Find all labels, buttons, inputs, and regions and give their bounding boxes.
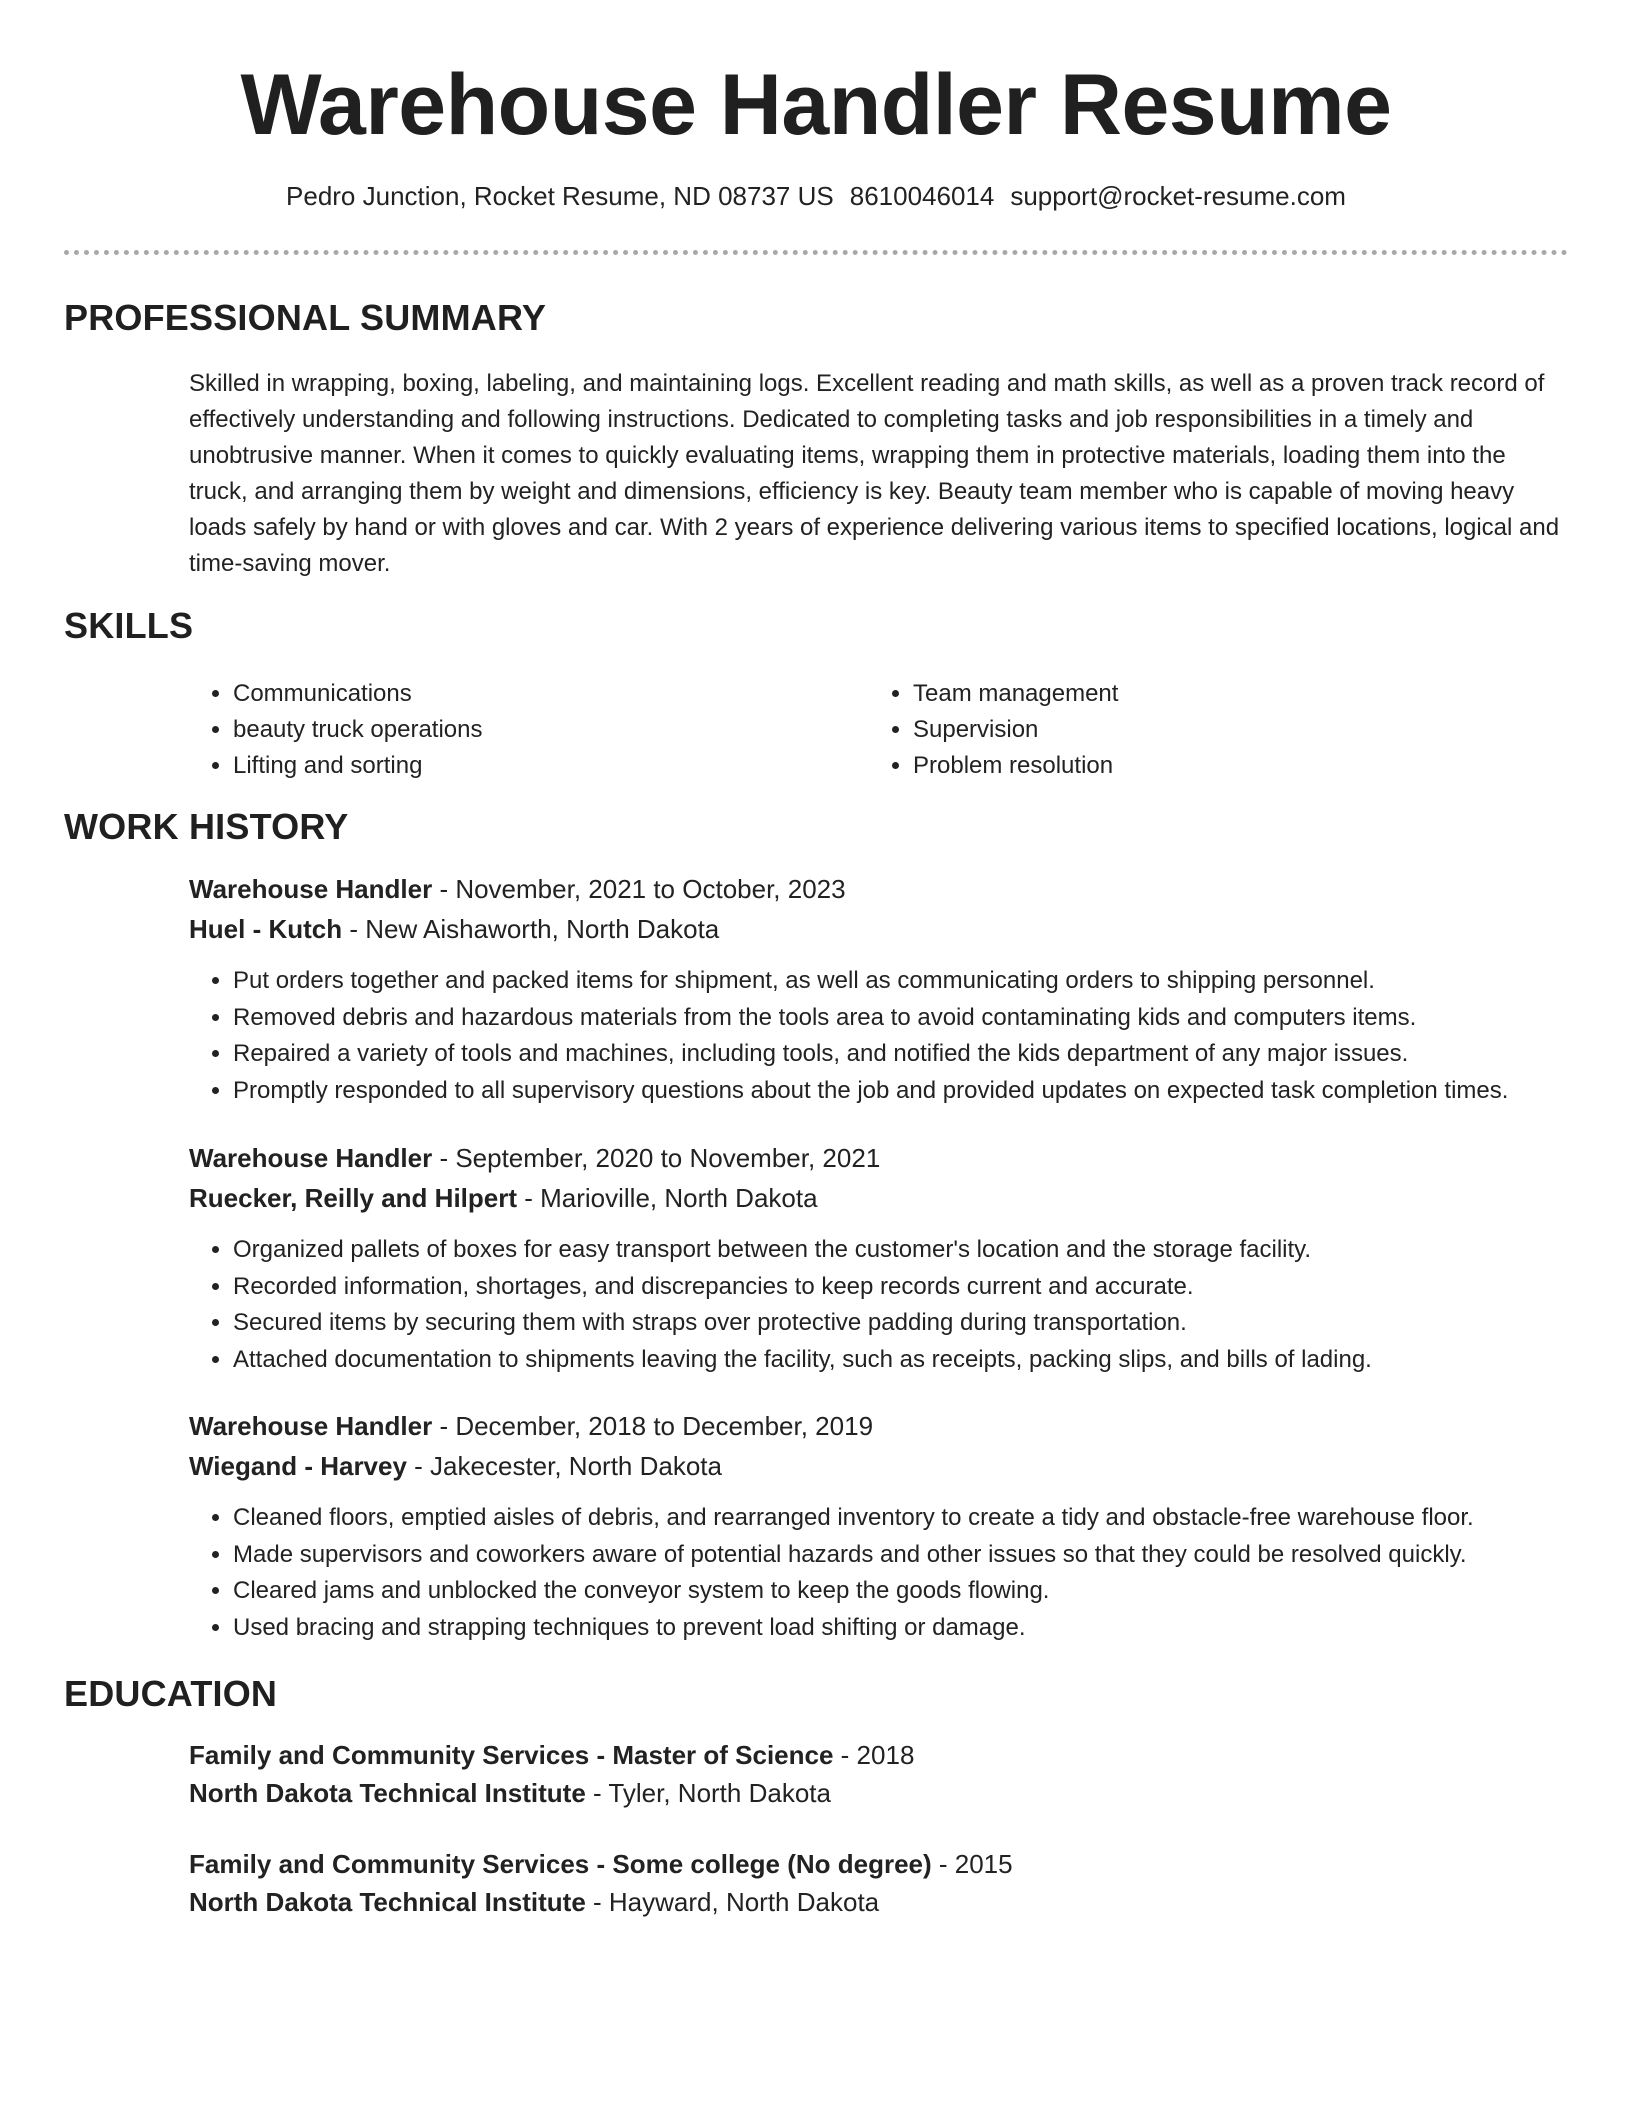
job-company-line xyxy=(189,909,1589,949)
job-location: - New Aishaworth, North Dakota xyxy=(342,914,720,944)
education-degree: Family and Community Services - Master of Science xyxy=(189,1740,834,1770)
job-company: Wiegand - Harvey xyxy=(189,1451,407,1481)
summary-heading: PROFESSIONAL SUMMARY xyxy=(64,297,547,338)
contact-line xyxy=(0,178,1632,214)
job-bullet: • Cleared jams and unblocked the conveyor system to keep the goods flowing. xyxy=(233,1573,1589,1610)
job-entry xyxy=(189,1406,1589,1646)
job-bullet: • Repaired a variety of tools and machines, including tools, and notified the kids department of any major issues. xyxy=(233,1036,1589,1073)
job-bullet: • Attached documentation to shipments leaving the facility, such as receipts, packing slips, and bills of lading. xyxy=(233,1342,1589,1379)
summary-text: Skilled in wrapping, boxing, labeling, and maintaining logs. Excellent reading and math skills, as well as a proven track record of effectively understanding and following instructions. Dedicated to completing tasks and job responsibilities in a timely and unobtrusive manner. When it comes to quickly evaluating items, wrapping them in protective materials, loading them into the truck, and arranging them by weight and dimensions, efficiency is key. Beauty team member who is capable of moving heavy loads safely by hand or with gloves and car. With 2 years of experience delivering various items to specified locations, logical and time-saving mover. xyxy=(189,370,1560,577)
education-location: - Hayward, North Dakota xyxy=(585,1887,880,1917)
skill-item: • Lifting and sorting xyxy=(233,748,873,784)
job-company-line xyxy=(189,1178,1589,1218)
skill-item: • Communications xyxy=(233,676,873,712)
education-school: North Dakota Technical Institute xyxy=(189,1778,586,1808)
job-bullets xyxy=(189,963,1589,1109)
job-bullet: • Cleaned floors, emptied aisles of debris, and rearranged inventory to create a tidy and obstacle-free warehouse floor. xyxy=(233,1500,1589,1537)
job-title: Warehouse Handler xyxy=(189,1411,433,1441)
job-dates: - September, 2020 to November, 2021 xyxy=(432,1143,881,1173)
work-history-heading: WORK HISTORY xyxy=(64,806,349,847)
skill-item: • Supervision xyxy=(913,712,1553,748)
education-degree-line xyxy=(189,1845,1589,1883)
job-bullet: • Used bracing and strapping techniques to prevent load shifting or damage. xyxy=(233,1610,1589,1647)
job-dates: - December, 2018 to December, 2019 xyxy=(432,1411,874,1441)
job-entry xyxy=(189,869,1589,1109)
job-bullets xyxy=(189,1500,1589,1646)
education-heading: EDUCATION xyxy=(64,1673,278,1714)
job-company: Huel - Kutch xyxy=(189,914,343,944)
education-year: - 2015 xyxy=(931,1849,1013,1879)
job-bullet: • Recorded information, shortages, and discrepancies to keep records current and accurate. xyxy=(233,1269,1589,1306)
job-bullet: • Made supervisors and coworkers aware of potential hazards and other issues so that they could be resolved quickly. xyxy=(233,1537,1589,1574)
job-company: Ruecker, Reilly and Hilpert xyxy=(189,1183,518,1213)
job-company-line xyxy=(189,1446,1589,1486)
job-location: - Jakecester, North Dakota xyxy=(406,1451,722,1481)
job-bullet: • Promptly responded to all supervisory questions about the job and provided updates on expected task completion times. xyxy=(233,1073,1589,1110)
job-title-line xyxy=(189,1406,1589,1446)
job-title: Warehouse Handler xyxy=(189,1143,433,1173)
job-bullet: • Put orders together and packed items for shipment, as well as communicating orders to shipping personnel. xyxy=(233,963,1589,1000)
education-location: - Tyler, North Dakota xyxy=(585,1778,831,1808)
contact-phone: 8610046014 xyxy=(849,181,995,211)
skills-heading: SKILLS xyxy=(64,605,194,646)
job-bullet: • Removed debris and hazardous materials from the tools area to avoid contaminating kids and computers items. xyxy=(233,1000,1589,1037)
skill-item: • Problem resolution xyxy=(913,748,1553,784)
contact-address: Pedro Junction, Rocket Resume, ND 08737 US xyxy=(286,181,834,211)
job-title: Warehouse Handler xyxy=(189,874,433,904)
education-school: North Dakota Technical Institute xyxy=(189,1887,586,1917)
job-dates: - November, 2021 to October, 2023 xyxy=(432,874,846,904)
skill-item: • Team management xyxy=(913,676,1553,712)
skill-item: • beauty truck operations xyxy=(233,712,873,748)
job-location: - Marioville, North Dakota xyxy=(517,1183,818,1213)
skills-list-right xyxy=(869,676,1553,784)
skills-list-left xyxy=(189,676,873,784)
job-bullet: • Secured items by securing them with straps over protective padding during transportation. xyxy=(233,1305,1589,1342)
education-school-line xyxy=(189,1883,1589,1921)
education-degree-line xyxy=(189,1736,1589,1774)
job-bullets xyxy=(189,1232,1589,1378)
education-degree: Family and Community Services - Some college (No degree) xyxy=(189,1849,932,1879)
education-entry xyxy=(189,1845,1589,1921)
job-title-line xyxy=(189,869,1589,909)
resume-title: Warehouse Handler Resume xyxy=(240,57,1392,153)
job-entry xyxy=(189,1138,1589,1378)
education-entry xyxy=(189,1736,1589,1812)
education-school-line xyxy=(189,1774,1589,1812)
education-year: - 2018 xyxy=(833,1740,915,1770)
header-divider xyxy=(64,250,1568,255)
contact-email: support@rocket-resume.com xyxy=(1010,181,1346,211)
job-title-line xyxy=(189,1138,1589,1178)
job-bullet: • Organized pallets of boxes for easy transport between the customer's location and the storage facility. xyxy=(233,1232,1589,1269)
